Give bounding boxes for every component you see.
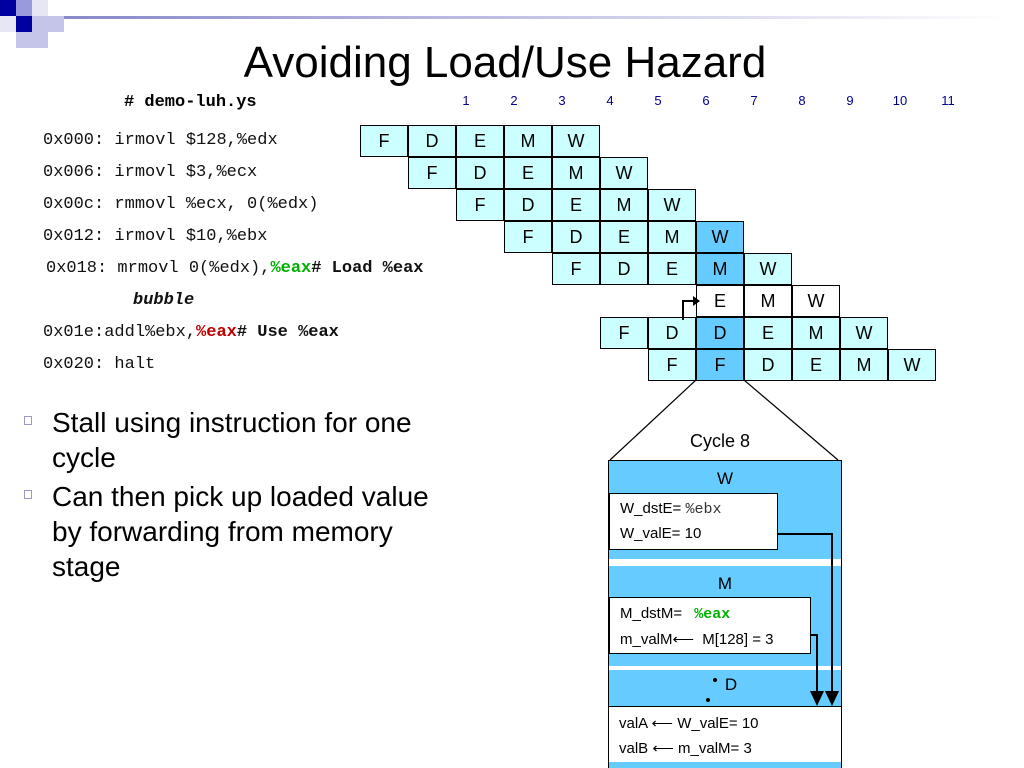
instruction-text: mrmovl 0(%edx),	[117, 259, 271, 278]
bullet-list	[24, 405, 444, 588]
instruction-line	[43, 195, 318, 214]
bullet-text: Can then pick up loaded value by forwarding from memory stage	[52, 481, 429, 582]
stage-cell: F	[600, 317, 648, 349]
stage-cell: E	[504, 157, 552, 189]
stage-cell: D	[408, 125, 456, 157]
cycle-number: 4	[606, 93, 614, 108]
d-valb-name: valB	[619, 740, 649, 757]
bubble-cell: E	[696, 285, 744, 317]
instruction-text: rmmovl %ecx, 0(%edx)	[114, 195, 319, 214]
use-register: %eax	[196, 323, 237, 342]
instruction-addr: 0x00c:	[43, 195, 105, 214]
stage-cell: F	[408, 157, 456, 189]
stage-cell: D	[600, 253, 648, 285]
m-valm-name: m_valM	[620, 631, 673, 648]
instruction-text: halt	[114, 355, 156, 374]
d-vala-source: W_valE= 10	[677, 715, 759, 732]
cycle-number: 11	[941, 93, 955, 108]
stage-cell: F	[504, 221, 552, 253]
detail-title: Cycle 8	[690, 431, 751, 451]
d-valb-arrow: ⟵	[652, 740, 674, 757]
cycle-number: 6	[702, 93, 710, 108]
w-dst-value: %ebx	[685, 501, 722, 518]
d-dot-icon	[706, 698, 710, 702]
stage-cell: M	[840, 349, 888, 381]
load-comment: # Load %eax	[311, 259, 424, 278]
bullet-marker	[24, 416, 32, 425]
instruction-text: irmovl $10,%ebx	[114, 227, 268, 246]
stage-cell: D	[456, 157, 504, 189]
stage-cell: F	[456, 189, 504, 221]
bubble-insert-arrow	[678, 292, 702, 322]
instruction-line	[43, 131, 278, 150]
cycle-number: 8	[798, 93, 806, 108]
instruction-line	[43, 227, 267, 246]
instruction-text: addl%ebx,	[104, 323, 197, 342]
cycle-number: 2	[510, 93, 518, 108]
stage-cell: E	[792, 349, 840, 381]
slide-title: Avoiding Load/Use Hazard	[243, 38, 767, 87]
bubble-cell: W	[792, 285, 840, 317]
bubble-cell: M	[744, 285, 792, 317]
instruction-addr: 0x012:	[43, 227, 105, 246]
cycle-number: 10	[892, 93, 908, 108]
bullet-marker	[24, 490, 32, 499]
instruction-addr: 0x006:	[43, 163, 105, 182]
instruction-addr: 0x000:	[43, 131, 105, 150]
title-rule	[64, 16, 1010, 19]
stage-cell: D	[744, 349, 792, 381]
d-label-text: D	[724, 675, 738, 694]
d-stage-bottom	[608, 762, 842, 768]
stage-cell: W	[648, 189, 696, 221]
m-dst-name: M_dstM=	[620, 605, 683, 622]
stage-cell: W	[888, 349, 936, 381]
instruction-line-load	[46, 259, 423, 278]
d-dot-icon	[713, 678, 717, 682]
w-stage-label: W	[716, 469, 734, 488]
instruction-text: irmovl $3,%ecx	[114, 163, 258, 182]
stage-cell: M	[504, 125, 552, 157]
instruction-line	[43, 355, 155, 374]
stage-cell: M	[552, 157, 600, 189]
stage-cell: W	[600, 157, 648, 189]
stage-cell-cycle8: F	[696, 349, 744, 381]
instruction-text: irmovl $128,%edx	[114, 131, 278, 150]
stage-cell: M	[600, 189, 648, 221]
stage-cell-cycle8: W	[696, 221, 744, 253]
stage-cell: E	[600, 221, 648, 253]
stage-cell: D	[552, 221, 600, 253]
d-vala-arrow: ⟵	[651, 715, 674, 732]
d-register-box	[609, 706, 841, 762]
stage-cell: F	[360, 125, 408, 157]
instruction-addr: 0x018:	[46, 259, 108, 278]
cycle-number: 1	[462, 93, 470, 108]
bullet-text: Stall using instruction for one cycle	[52, 407, 412, 473]
instruction-addr: 0x020:	[43, 355, 105, 374]
cycle-number: 7	[750, 93, 758, 108]
stage-cell-cycle8: D	[696, 317, 744, 349]
cycle-number: 9	[846, 93, 854, 108]
d-vala-name: valA	[619, 715, 648, 732]
instruction-line	[43, 163, 257, 182]
instruction-addr: 0x01e:	[43, 323, 105, 342]
stage-cell: D	[648, 317, 696, 349]
stage-cell: E	[648, 253, 696, 285]
m-valm-arrow: ⟵	[672, 631, 695, 648]
w-vale: W_valE= 10	[620, 525, 702, 542]
stage-cell: F	[552, 253, 600, 285]
m-dst-value: %eax	[694, 606, 731, 623]
stage-cell: E	[744, 317, 792, 349]
instruction-line-use	[43, 323, 339, 342]
stage-cell-cycle8: M	[696, 253, 744, 285]
stage-cell: W	[552, 125, 600, 157]
stage-cell: W	[744, 253, 792, 285]
file-label: # demo-luh.ys	[124, 93, 257, 112]
load-register: %eax	[270, 259, 312, 278]
stage-cell: M	[648, 221, 696, 253]
stage-cell: F	[648, 349, 696, 381]
cycle-number: 5	[654, 93, 662, 108]
forwarding-arrows	[770, 525, 850, 710]
bullet-item	[24, 479, 444, 584]
cycle-number: 3	[558, 93, 566, 108]
d-valb-source: m_valM= 3	[678, 740, 752, 757]
bullet-item	[24, 405, 444, 475]
w-register-box	[609, 493, 778, 550]
use-comment: # Use %eax	[236, 323, 339, 342]
stage-cell: E	[552, 189, 600, 221]
m-stage-label: M	[717, 574, 733, 593]
w-dst-name: W_dstE=	[620, 500, 682, 517]
m-valm-memory: M[128] = 3	[702, 631, 774, 648]
stage-cell: E	[456, 125, 504, 157]
bubble-label: bubble	[133, 291, 195, 310]
stage-cell: W	[840, 317, 888, 349]
stage-cell: D	[504, 189, 552, 221]
stage-cell: M	[792, 317, 840, 349]
